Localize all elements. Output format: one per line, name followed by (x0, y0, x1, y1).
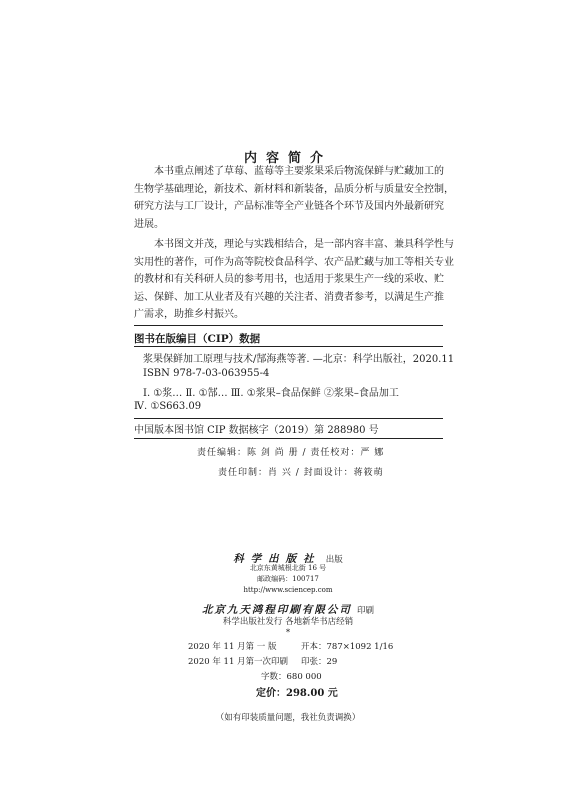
paragraph-line: 实用性的著作，可作为高等院校食品科学、农产品贮藏与加工等相关专业 (134, 256, 454, 268)
publisher-postcode: 邮政编码：100717 (257, 575, 319, 583)
word-count: 字数：680 000 (261, 672, 322, 682)
paragraph-line: 本书图文并茂，理论与实践相结合，是一部内容丰富、兼具科学性与 (154, 239, 454, 250)
price: 定价：298.00 元 (256, 688, 338, 699)
paragraph-line: 的教材和有关科研人员的参考用书，也适用于浆果生产一线的采收、贮 (134, 274, 444, 285)
printer-suffix: 印刷 (357, 606, 375, 616)
paragraph-line: 运、保鲜、加工从业者及有兴趣的关注者、消费者参考，以满足生产推 (134, 291, 444, 303)
printer-logo: 北京九天鸿程印刷有限公司 (201, 604, 352, 616)
cip-heading-rule (134, 346, 443, 347)
sheets-info: 印张：29 (301, 657, 338, 667)
cip-classification-2: Ⅳ. ①S663.09 (134, 401, 202, 412)
paragraph-line: 广需求，助推乡村振兴。 (134, 309, 244, 320)
publisher-website: http://www.sciencep.com (243, 586, 333, 594)
quality-note: （如有印装质量问题，我社负责调换） (215, 713, 361, 723)
cip-heading: 图书在版编目（CIP）数据 (134, 333, 261, 345)
publisher-logo: 科学出版社 (233, 553, 321, 565)
format-info: 开本：787×1092 1/16 (301, 642, 394, 652)
edition-info: 2020 年 11 月第 一 版 (188, 642, 277, 652)
cip-top-rule (134, 325, 443, 326)
cip-isbn: ISBN 978-7-03-063955-4 (143, 368, 270, 379)
editor-credits: 责任编辑：陈 剑 尚 册 / 责任校对：严 娜 (197, 448, 385, 458)
intro-title: 内容简介 (243, 151, 332, 166)
paragraph-line: 本书重点阐述了草莓、蓝莓等主要浆果采后物流保鲜与贮藏加工的 (154, 166, 444, 177)
print-info: 2020 年 11 月第一次印刷 (188, 657, 289, 667)
paragraph-line: 研究方法与工厂设计，产品标准等全产业链各个环节及国内外最新研究 (134, 201, 444, 212)
publisher-address: 北京东黄城根北街 16 号 (249, 564, 327, 572)
cip-bottom-rule (134, 438, 443, 439)
cip-classification: Ⅰ. ①浆… Ⅱ. ①郜… Ⅲ. ①浆果–食品保鲜 ②浆果–食品加工 (143, 388, 399, 399)
production-credits: 责任印制：肖 兴 / 封面设计：蒋筱萌 (218, 468, 384, 478)
cip-record-number: 中国版本图书馆 CIP 数据核字（2019）第 288980 号 (134, 425, 379, 436)
separator-star: * (285, 628, 291, 638)
intro-paragraph-2 (134, 236, 454, 324)
paragraph-line: 生物学基础理论，新技术、新材料和新装备，品质分析与质量安全控制， (134, 183, 454, 195)
publisher-suffix: 出版 (325, 555, 343, 565)
cip-middle-rule (134, 418, 443, 419)
paragraph-line: 进展。 (134, 218, 164, 230)
intro-paragraph-1 (134, 163, 454, 233)
cip-title-line: 浆果保鲜加工原理与技术/郜海燕等著. —北京：科学出版社，2020.11 (143, 354, 455, 365)
distribution-line: 科学出版社发行 各地新华书店经销 (222, 617, 354, 627)
